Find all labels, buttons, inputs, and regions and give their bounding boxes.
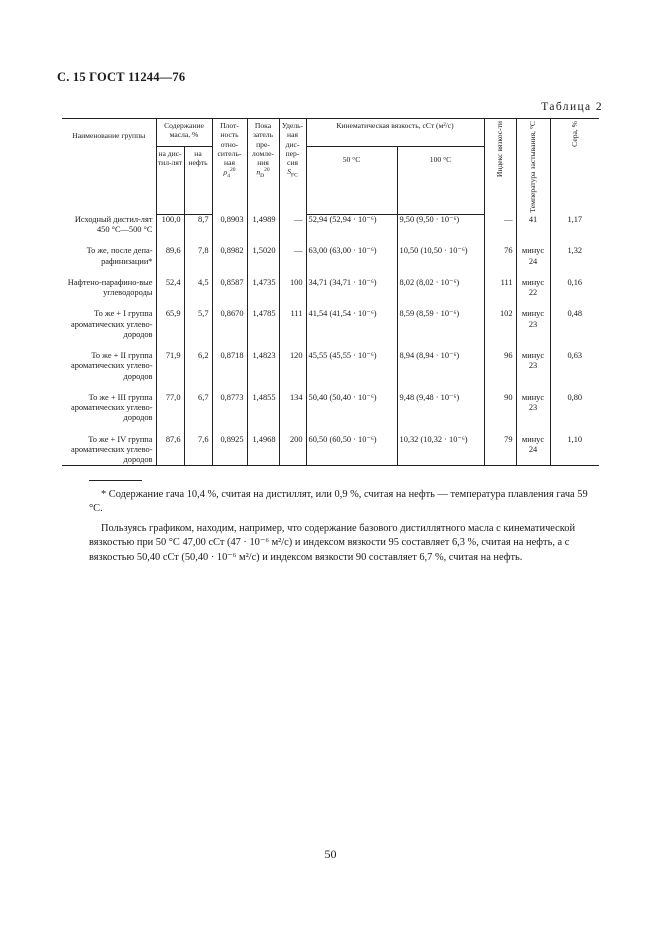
table-row xyxy=(62,215,599,236)
spacer-cell xyxy=(156,267,184,278)
spacer-cell xyxy=(550,382,599,393)
cell-oil_dist: 71,9 xyxy=(156,351,184,382)
cell-dispersion: 200 xyxy=(279,435,306,466)
spacer-cell xyxy=(212,424,247,435)
spacer-cell xyxy=(516,340,550,351)
header-refraction xyxy=(247,119,279,215)
cell-name: То же, после депа-рафинизации* xyxy=(86,246,153,266)
header-name: Наименование группы xyxy=(62,119,156,215)
header-pour-point xyxy=(516,119,550,215)
spacer-cell xyxy=(279,382,306,393)
cell-vi: 102 xyxy=(484,309,516,340)
cell-visc50: 52,94 (52,94 · 10⁻⁶) xyxy=(306,215,397,236)
spacer-cell xyxy=(306,235,397,246)
cell-refraction: 1,4855 xyxy=(247,393,279,424)
spacer-cell xyxy=(397,298,484,309)
spacer-cell xyxy=(156,382,184,393)
cell-density: 0,8587 xyxy=(212,278,247,299)
header-oil-distillate: на дис-тил-лят xyxy=(156,147,184,215)
spacer-cell xyxy=(184,298,212,309)
cell-refraction: 1,4785 xyxy=(247,309,279,340)
cell-oil_dist: 52,4 xyxy=(156,278,184,299)
cell-vi: 111 xyxy=(484,278,516,299)
spacer-cell xyxy=(212,298,247,309)
spacer-cell xyxy=(306,267,397,278)
cell-dispersion: — xyxy=(279,215,306,236)
footnote-rule xyxy=(89,480,142,481)
cell-visc100: 8,59 (8,59 · 10⁻⁶) xyxy=(397,309,484,340)
cell-oil_oil: 6,2 xyxy=(184,351,212,382)
spacer-cell xyxy=(62,298,156,309)
dispersion-sub: FC xyxy=(291,172,298,179)
cell-dispersion: 111 xyxy=(279,309,306,340)
spacer-cell xyxy=(397,235,484,246)
cell-visc100: 10,32 (10,32 · 10⁻⁶) xyxy=(397,435,484,466)
spacer-cell xyxy=(306,340,397,351)
spacer-cell xyxy=(516,298,550,309)
cell-sulfur: 1,17 xyxy=(550,215,599,236)
spacer-cell xyxy=(184,382,212,393)
density-sup: 20 xyxy=(229,167,236,174)
cell-density: 0,8773 xyxy=(212,393,247,424)
cell-dispersion: 120 xyxy=(279,351,306,382)
cell-pour: минус 22 xyxy=(516,278,550,299)
row-spacer xyxy=(62,235,599,246)
cell-sulfur: 0,63 xyxy=(550,351,599,382)
cell-oil_oil: 6,7 xyxy=(184,393,212,424)
spacer-cell xyxy=(484,382,516,393)
spacer-cell xyxy=(247,267,279,278)
header-refraction-label: Пока затель пре-ломле-ния xyxy=(252,121,274,167)
cell-visc100: 9,50 (9,50 · 10⁻⁶) xyxy=(397,215,484,236)
cell-sulfur: 1,10 xyxy=(550,435,599,466)
spacer-cell xyxy=(484,267,516,278)
cell-refraction: 1,4989 xyxy=(247,215,279,236)
spacer-cell xyxy=(516,424,550,435)
cell-vi: 76 xyxy=(484,246,516,267)
spacer-cell xyxy=(156,340,184,351)
cell-density: 0,8925 xyxy=(212,435,247,466)
spacer-cell xyxy=(306,382,397,393)
spacer-cell xyxy=(397,267,484,278)
body-paragraph: Пользуясь графиком, находим, например, что содержание базового дистиллятного масла с кинематической вязкостью при 50 °С 47,00 сСт (47 · 10⁻⁶ м²/с) и индексом вязкости 95 составляет 6,3 %, считая на нефть, а с вязкостью 50,40 сСт (50,40 · 10⁻⁶ м²/с) и индексом вязкости 90 составляет 6,7 %, считая на нефть. xyxy=(89,523,576,563)
row-spacer xyxy=(62,267,599,278)
spacer-cell xyxy=(156,298,184,309)
cell-visc50: 41,54 (41,54 · 10⁻⁶) xyxy=(306,309,397,340)
spacer-cell xyxy=(184,424,212,435)
spacer-cell xyxy=(306,298,397,309)
cell-visc100: 8,94 (8,94 · 10⁻⁶) xyxy=(397,351,484,382)
dispersion-symbol: S xyxy=(287,167,292,177)
header-oil-oil: на нефть xyxy=(184,147,212,215)
spacer-cell xyxy=(279,235,306,246)
cell-visc100: 9,48 (9,48 · 10⁻⁶) xyxy=(397,393,484,424)
header-visc-100: 100 °С xyxy=(397,147,484,215)
spacer-cell xyxy=(247,235,279,246)
cell-visc100: 10,50 (10,50 · 10⁻⁶) xyxy=(397,246,484,267)
table-caption: Таблица 2 xyxy=(541,101,603,113)
cell-density: 0,8670 xyxy=(212,309,247,340)
spacer-cell xyxy=(550,298,599,309)
table-row xyxy=(62,246,599,267)
spacer-cell xyxy=(184,235,212,246)
spacer-cell xyxy=(62,424,156,435)
cell-refraction: 1,5020 xyxy=(247,246,279,267)
spacer-cell xyxy=(550,424,599,435)
spacer-cell xyxy=(484,424,516,435)
cell-visc50: 60,50 (60,50 · 10⁻⁶) xyxy=(306,435,397,466)
spacer-cell xyxy=(397,382,484,393)
cell-visc100: 8,02 (8,02 · 10⁻⁶) xyxy=(397,278,484,299)
cell-refraction: 1,4823 xyxy=(247,351,279,382)
cell-vi: 79 xyxy=(484,435,516,466)
cell-visc50: 34,71 (34,71 · 10⁻⁶) xyxy=(306,278,397,299)
cell-refraction: 1,4735 xyxy=(247,278,279,299)
spacer-cell xyxy=(279,340,306,351)
cell-oil_oil: 7,8 xyxy=(184,246,212,267)
density-sub: 4 xyxy=(227,173,230,180)
spacer-cell xyxy=(516,382,550,393)
cell-name: То же + IV группа ароматических углево-дородов xyxy=(62,435,156,466)
cell-pour: 41 xyxy=(516,215,550,236)
spacer-cell xyxy=(550,340,599,351)
spacer-cell xyxy=(516,267,550,278)
header-dispersion-label: Удель-ная дис-пер-сия xyxy=(281,121,304,167)
spacer-cell xyxy=(397,340,484,351)
spacer-cell xyxy=(156,235,184,246)
cell-oil_dist: 89,6 xyxy=(156,246,184,267)
header-visc-50: 50 °С xyxy=(306,147,397,215)
footnote: * Содержание гача 10,4 %, считая на дистиллят, или 0,9 %, считая на нефть — температура плавления гача 59 °С. xyxy=(89,489,588,515)
spacer-cell xyxy=(247,340,279,351)
table-body xyxy=(62,215,599,466)
spacer-cell xyxy=(306,424,397,435)
spacer-cell xyxy=(62,340,156,351)
refraction-sup: 20 xyxy=(264,167,270,174)
header-pour-label: Температура застывания, °С xyxy=(528,121,538,213)
density-symbol: ρ xyxy=(223,167,228,177)
cell-sulfur: 0,80 xyxy=(550,393,599,424)
table-row xyxy=(62,393,599,424)
spacer-cell xyxy=(212,382,247,393)
spacer-cell xyxy=(279,424,306,435)
cell-name: То же + II группа ароматических углево-дородов xyxy=(71,351,153,381)
cell-oil_dist: 100,0 xyxy=(156,215,184,236)
cell-dispersion: — xyxy=(279,246,306,267)
cell-pour: минус 24 xyxy=(516,246,550,267)
cell-visc50: 45,55 (45,55 · 10⁻⁶) xyxy=(306,351,397,382)
page-number: 50 xyxy=(324,847,337,861)
header-oil-content: Содержание масла, % xyxy=(156,119,212,147)
cell-refraction: 1,4968 xyxy=(247,435,279,466)
cell-pour: минус 24 xyxy=(516,435,550,466)
table-row xyxy=(62,309,599,340)
cell-oil_dist: 77,0 xyxy=(156,393,184,424)
cell-name: То же + I группа ароматических углево-дородов xyxy=(71,309,153,339)
spacer-cell xyxy=(62,267,156,278)
cell-visc50: 63,00 (63,00 · 10⁻⁶) xyxy=(306,246,397,267)
cell-vi: — xyxy=(484,215,516,236)
spacer-cell xyxy=(516,235,550,246)
cell-oil_oil: 7,6 xyxy=(184,435,212,466)
page-header: С. 15 ГОСТ 11244—76 xyxy=(57,70,186,84)
cell-dispersion: 134 xyxy=(279,393,306,424)
row-spacer xyxy=(62,424,599,435)
cell-oil_oil: 8,7 xyxy=(184,215,212,236)
spacer-cell xyxy=(212,340,247,351)
spacer-cell xyxy=(484,298,516,309)
spacer-cell xyxy=(550,267,599,278)
cell-pour: минус 23 xyxy=(516,309,550,340)
data-table xyxy=(62,118,599,466)
spacer-cell xyxy=(484,340,516,351)
refraction-symbol: n xyxy=(256,167,261,177)
cell-name: Исходный дистил-лят 450 °С—500 °С xyxy=(74,214,153,235)
header-density xyxy=(212,119,247,215)
spacer-cell xyxy=(279,298,306,309)
cell-sulfur: 0,48 xyxy=(550,309,599,340)
spacer-cell xyxy=(212,235,247,246)
cell-sulfur: 0,16 xyxy=(550,278,599,299)
cell-name: Нафтено-парафино-вые углеводороды xyxy=(67,277,153,298)
cell-vi: 96 xyxy=(484,351,516,382)
spacer-cell xyxy=(247,382,279,393)
cell-oil_dist: 87,6 xyxy=(156,435,184,466)
spacer-cell xyxy=(184,340,212,351)
refraction-sub: D xyxy=(260,173,265,180)
spacer-cell xyxy=(212,267,247,278)
cell-density: 0,8903 xyxy=(212,215,247,236)
spacer-cell xyxy=(247,298,279,309)
spacer-cell xyxy=(484,235,516,246)
spacer-cell xyxy=(62,382,156,393)
cell-visc50: 50,40 (50,40 · 10⁻⁶) xyxy=(306,393,397,424)
spacer-cell xyxy=(397,424,484,435)
footnote-block xyxy=(89,488,598,565)
cell-oil_dist: 65,9 xyxy=(156,309,184,340)
row-spacer xyxy=(62,298,599,309)
header-sulfur xyxy=(550,119,599,215)
row-spacer xyxy=(62,382,599,393)
header-viscosity: Кинематическая вязкость, сСт (м²/с) xyxy=(306,119,484,147)
spacer-cell xyxy=(247,424,279,435)
spacer-cell xyxy=(184,267,212,278)
cell-oil_oil: 5,7 xyxy=(184,309,212,340)
cell-sulfur: 1,32 xyxy=(550,246,599,267)
header-sulfur-label: Сера, % xyxy=(570,121,580,147)
cell-dispersion: 100 xyxy=(279,278,306,299)
header-density-label: Плот-ность отно-ситель-ная xyxy=(217,121,242,167)
spacer-cell xyxy=(156,424,184,435)
cell-pour: минус 23 xyxy=(516,393,550,424)
spacer-cell xyxy=(550,235,599,246)
cell-density: 0,8718 xyxy=(212,351,247,382)
table-row xyxy=(62,435,599,466)
table-row xyxy=(62,278,599,299)
cell-oil_oil: 4,5 xyxy=(184,278,212,299)
header-dispersion xyxy=(279,119,306,215)
cell-vi: 90 xyxy=(484,393,516,424)
table-row xyxy=(62,351,599,382)
spacer-cell xyxy=(62,235,156,246)
row-spacer xyxy=(62,340,599,351)
cell-pour: минус 23 xyxy=(516,351,550,382)
header-vi-label: Индекс вязкос-ти xyxy=(495,121,505,178)
spacer-cell xyxy=(279,267,306,278)
cell-name: То же + III группа ароматических углево-дородов xyxy=(71,392,153,423)
header-vi xyxy=(484,119,516,215)
cell-density: 0,8982 xyxy=(212,246,247,267)
